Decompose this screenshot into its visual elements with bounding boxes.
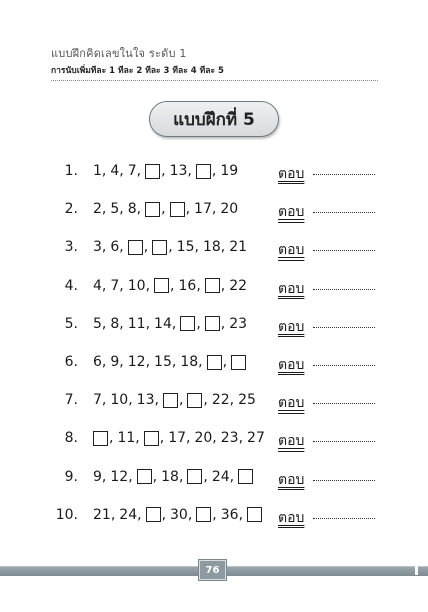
answer-label: ตอบ [278, 395, 305, 412]
answer-label: ตอบ [278, 242, 305, 259]
exercise-number: 6. [64, 354, 78, 370]
header-divider [51, 80, 378, 82]
exercise-row [0, 466, 428, 490]
sequence-value: 10 [127, 277, 146, 294]
comma-separator: , [211, 163, 217, 179]
comma-separator: , [145, 315, 151, 332]
exercise-number: 7. [64, 392, 78, 409]
sequence-value: 8 [110, 315, 120, 332]
blank-box[interactable] [163, 393, 178, 408]
sequence-value: 24 [119, 506, 138, 523]
comma-separator: , [229, 392, 235, 409]
blank-box[interactable] [145, 164, 160, 179]
comma-separator: , [171, 354, 177, 370]
sequence-value: 23 [229, 315, 248, 332]
comma-separator: , [187, 163, 192, 179]
sequence-value: 30 [170, 506, 188, 523]
comma-separator: , [238, 506, 244, 523]
exercise-row [0, 313, 428, 337]
blank-box[interactable] [146, 507, 161, 522]
exercise-row [0, 427, 428, 451]
sequence-value: 18 [161, 468, 179, 485]
comma-separator: , [238, 430, 244, 447]
answer-line[interactable] [313, 365, 375, 367]
comma-separator: , [220, 239, 226, 256]
comma-separator: , [159, 430, 165, 447]
sequence-value: 22 [229, 277, 248, 294]
page-number: 76 [199, 560, 226, 580]
exercise-number: 10. [55, 506, 78, 523]
answer-line[interactable] [313, 212, 375, 214]
comma-separator: , [187, 506, 193, 523]
blank-box[interactable] [205, 278, 220, 293]
comma-separator: , [178, 468, 184, 485]
comma-separator: , [145, 354, 151, 370]
comma-separator: , [110, 506, 116, 523]
number-sequence [93, 316, 247, 332]
comma-separator: , [211, 201, 217, 218]
number-sequence [93, 201, 238, 217]
exercise-row [0, 275, 428, 299]
sequence-value: 15 [154, 354, 172, 370]
comma-separator: , [220, 277, 226, 294]
comma-separator: , [161, 506, 167, 523]
comma-separator: , [119, 201, 124, 218]
sequence-value: 2 [93, 201, 102, 218]
comma-separator: , [101, 354, 107, 370]
sequence-value: 9 [93, 468, 102, 485]
answer-label: ตอบ [278, 433, 305, 450]
comma-separator: , [137, 506, 142, 523]
blank-box[interactable] [152, 240, 167, 255]
blank-box[interactable] [154, 278, 169, 293]
sequence-value: 4 [93, 277, 102, 294]
blank-box[interactable] [187, 393, 202, 408]
blank-box[interactable] [196, 164, 211, 179]
answer-label: ตอบ [278, 204, 305, 221]
sequence-value: 11 [117, 430, 136, 447]
number-sequence [93, 239, 247, 255]
comma-separator: , [152, 468, 158, 485]
number-sequence [93, 430, 265, 446]
sequence-value: 25 [238, 392, 256, 409]
blank-box[interactable] [145, 202, 160, 217]
comma-separator: , [178, 392, 184, 409]
sequence-value: 12 [110, 468, 129, 485]
sequence-value: 14 [154, 315, 172, 332]
exercise-number: 8. [64, 430, 78, 447]
exercise-row [0, 389, 428, 413]
sequence-value: 4 [110, 163, 120, 179]
comma-separator: , [101, 315, 107, 332]
sequence-value: 8 [127, 201, 137, 218]
sequence-value: 16 [178, 277, 197, 294]
comma-separator: , [220, 315, 226, 332]
number-sequence [93, 163, 238, 179]
comma-separator: , [203, 468, 208, 485]
comma-separator: , [194, 239, 199, 256]
sequence-value: 23 [220, 430, 239, 447]
sequence-value: 19 [220, 163, 239, 179]
number-sequence [93, 507, 263, 523]
comma-separator: , [212, 430, 217, 447]
answer-label: ตอบ [278, 280, 305, 297]
sequence-value: 7 [127, 163, 137, 179]
blank-box[interactable] [187, 469, 202, 484]
sequence-value: 7 [110, 277, 120, 294]
answer-label: ตอบ [278, 166, 305, 182]
comma-separator: , [119, 163, 124, 179]
exercise-row [0, 236, 428, 260]
exercise-row [0, 351, 428, 375]
exercise-row [0, 160, 428, 184]
sequence-value: 6 [93, 354, 102, 370]
sequence-value: 3 [93, 239, 102, 256]
comma-separator: , [101, 277, 107, 294]
sequence-value: 13 [136, 392, 155, 409]
number-sequence [93, 392, 256, 408]
footer-tick [415, 566, 418, 575]
sequence-value: 21 [93, 506, 111, 523]
comma-separator: , [128, 392, 133, 409]
exercise-title: แบบฝึกที่ 5 [149, 101, 279, 137]
comma-separator: , [101, 201, 107, 218]
sequence-value: 11 [127, 315, 146, 332]
answer-line[interactable] [313, 441, 375, 443]
comma-separator: , [136, 201, 142, 218]
exercise-number: 3. [64, 239, 78, 256]
sequence-value: 36 [220, 506, 239, 523]
comma-separator: , [222, 354, 228, 370]
comma-separator: , [119, 315, 124, 332]
blank-box[interactable] [137, 469, 152, 484]
comma-separator: , [196, 315, 201, 332]
number-sequence [93, 354, 247, 370]
answer-line[interactable] [313, 174, 375, 176]
answer-label: ตอบ [278, 471, 305, 488]
blank-box[interactable] [196, 507, 211, 522]
comma-separator: , [171, 315, 177, 332]
sequence-value: 15 [176, 239, 195, 256]
blank-box[interactable] [207, 355, 222, 370]
sequence-value: 20 [194, 430, 213, 447]
number-sequence [93, 278, 247, 294]
exercise-number: 4. [64, 277, 78, 294]
comma-separator: , [136, 163, 142, 179]
answer-line[interactable] [313, 480, 375, 482]
comma-separator: , [109, 430, 114, 447]
sequence-value: 5 [110, 201, 120, 218]
exercise-number: 5. [64, 315, 78, 332]
blank-box[interactable] [144, 431, 159, 446]
sequence-value: 18 [180, 354, 199, 370]
comma-separator: , [101, 392, 107, 409]
exercise-row [0, 198, 428, 222]
book-title: แบบฝึกคิดเลขในใจ ระดับ 1 [51, 47, 187, 60]
comma-separator: , [186, 430, 191, 447]
comma-separator: , [198, 354, 203, 370]
sequence-value: 7 [93, 392, 102, 409]
answer-line[interactable] [313, 403, 375, 405]
comma-separator: , [168, 239, 173, 256]
answer-label: ตอบ [278, 357, 305, 373]
sequence-value: 24 [211, 468, 230, 485]
blank-box[interactable] [205, 316, 220, 331]
sequence-value: 17 [194, 201, 212, 218]
sequence-value: 6 [110, 239, 120, 256]
comma-separator: , [119, 277, 124, 294]
comma-separator: , [143, 239, 149, 256]
number-sequence [93, 469, 254, 485]
blank-box[interactable] [231, 355, 246, 370]
sequence-value: 9 [110, 354, 120, 370]
answer-label: ตอบ [278, 318, 305, 335]
comma-separator: , [101, 239, 107, 256]
answer-label: ตอบ [278, 509, 305, 526]
sequence-value: 17 [168, 430, 187, 447]
sequence-value: 27 [247, 430, 265, 447]
comma-separator: , [185, 201, 191, 218]
exercise-row [0, 504, 428, 528]
sequence-value: 21 [229, 239, 248, 256]
sequence-value: 10 [110, 392, 129, 409]
sequence-value: 12 [127, 354, 146, 370]
comma-separator: , [101, 163, 107, 179]
comma-separator: , [170, 277, 175, 294]
sequence-value: 5 [93, 315, 102, 332]
comma-separator: , [229, 468, 235, 485]
comma-separator: , [212, 506, 217, 523]
comma-separator: , [154, 392, 159, 409]
blank-box[interactable] [128, 240, 143, 255]
comma-separator: , [128, 468, 133, 485]
chapter-subtitle: การนับเพิ่มทีละ 1 ทีละ 2 ทีละ 3 ทีละ 4 ทีละ 5 [51, 66, 224, 76]
comma-separator: , [101, 468, 107, 485]
exercise-number: 1. [64, 163, 78, 179]
comma-separator: , [135, 430, 140, 447]
sequence-value: 18 [202, 239, 221, 256]
blank-box[interactable] [238, 469, 253, 484]
blank-box[interactable] [180, 316, 195, 331]
sequence-value: 13 [169, 163, 188, 179]
answer-line[interactable] [313, 518, 375, 520]
comma-separator: , [119, 354, 124, 370]
answer-line[interactable] [313, 289, 375, 291]
sequence-value: 20 [220, 201, 239, 218]
comma-separator: , [119, 239, 124, 256]
answer-line[interactable] [313, 250, 375, 252]
exercise-number: 2. [64, 201, 78, 218]
comma-separator: , [145, 277, 151, 294]
sequence-value: 22 [211, 392, 230, 409]
comma-separator: , [196, 277, 201, 294]
blank-box[interactable] [247, 507, 262, 522]
comma-separator: , [161, 201, 166, 218]
answer-line[interactable] [313, 327, 375, 329]
exercise-number: 9. [64, 468, 78, 485]
blank-box[interactable] [170, 202, 185, 217]
blank-box[interactable] [93, 431, 108, 446]
sequence-value: 1 [93, 163, 102, 179]
comma-separator: , [161, 163, 166, 179]
comma-separator: , [203, 392, 208, 409]
